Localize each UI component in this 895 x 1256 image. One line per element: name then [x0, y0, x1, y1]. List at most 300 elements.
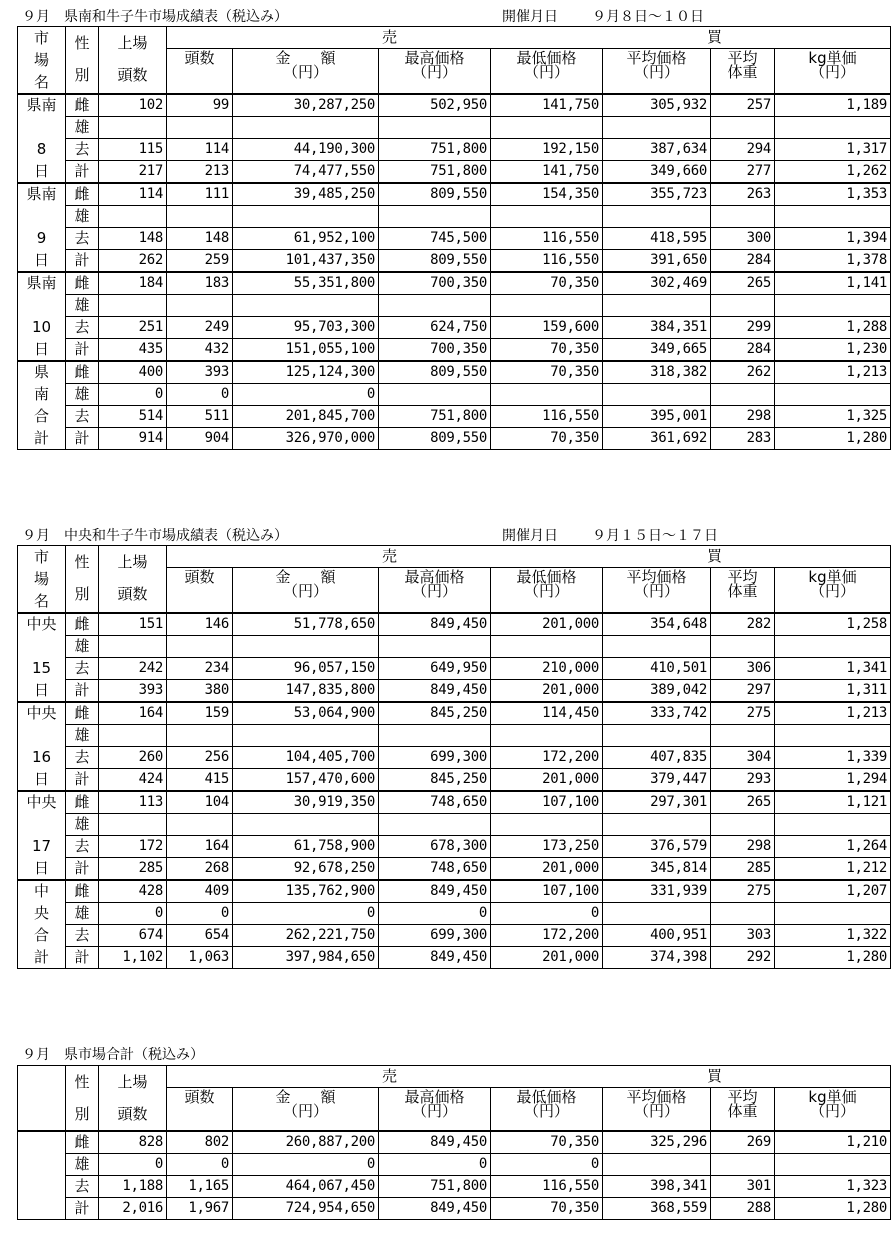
avg-cell: 391,650 — [603, 250, 711, 273]
table-row — [18, 636, 891, 658]
avg-cell: 374,398 — [603, 947, 711, 969]
count-cell: 1,967 — [167, 1198, 233, 1220]
header-line: 金 額 — [275, 1088, 336, 1106]
max-cell — [379, 636, 491, 658]
header-line: 平均 — [727, 49, 758, 67]
market-label — [18, 1176, 66, 1198]
kg-price-header — [775, 568, 891, 614]
amount-cell: 724,954,650 — [233, 1198, 379, 1220]
buy-label: 買 — [707, 1067, 723, 1085]
listed-cell — [99, 636, 167, 658]
sex-cell: 雄 — [66, 295, 99, 317]
sex-cell: 去 — [66, 658, 99, 680]
kg-cell: 1,280 — [775, 947, 891, 969]
table-row — [18, 228, 891, 250]
sell-label: 売 — [382, 28, 398, 46]
count-cell: 213 — [167, 161, 233, 184]
amount-cell: 74,477,550 — [233, 161, 379, 184]
section2-date-label: 開催月日 — [502, 528, 558, 544]
listed-cell: 914 — [99, 428, 167, 450]
min-price-header — [491, 1088, 603, 1132]
min-cell: 114,450 — [491, 702, 603, 725]
section1-date-label: 開催月日 — [502, 9, 558, 25]
listed-header — [99, 1066, 167, 1132]
count-cell: 654 — [167, 925, 233, 947]
kg-cell: 1,207 — [775, 880, 891, 903]
listed-cell: 113 — [99, 791, 167, 814]
header-line: 名 — [33, 73, 49, 91]
market-label — [18, 117, 66, 139]
weight-cell: 285 — [711, 858, 775, 881]
count-cell — [167, 814, 233, 836]
weight-cell: 294 — [711, 139, 775, 161]
weight-cell: 269 — [711, 1131, 775, 1154]
sex-cell: 計 — [66, 947, 99, 969]
sex-cell: 雄 — [66, 725, 99, 747]
sex-cell: 去 — [66, 139, 99, 161]
amount-cell: 55,351,800 — [233, 272, 379, 295]
header-line: 市 — [33, 29, 49, 47]
min-cell: 0 — [491, 903, 603, 925]
market-label: 県 — [18, 361, 66, 384]
max-cell: 624,750 — [379, 317, 491, 339]
max-cell: 699,300 — [379, 925, 491, 947]
market-label: 中央 — [18, 791, 66, 814]
min-cell: 201,000 — [491, 947, 603, 969]
min-cell: 210,000 — [491, 658, 603, 680]
header-line: kg単価 — [808, 1088, 857, 1106]
market-label — [18, 725, 66, 747]
min-cell: 116,550 — [491, 406, 603, 428]
min-cell: 141,750 — [491, 94, 603, 117]
sex-cell: 雌 — [66, 702, 99, 725]
table-row — [18, 680, 891, 703]
weight-cell — [711, 903, 775, 925]
count-cell: 104 — [167, 791, 233, 814]
table-row — [18, 161, 891, 184]
header-line: （円） — [523, 63, 569, 81]
header-line: 場 — [33, 570, 49, 588]
amount-cell — [233, 117, 379, 139]
kg-cell: 1,339 — [775, 747, 891, 769]
header-line: 平均価格 — [626, 49, 687, 67]
kg-cell — [775, 636, 891, 658]
market-label: 15 — [18, 658, 66, 680]
kg-cell: 1,317 — [775, 139, 891, 161]
sex-cell: 去 — [66, 228, 99, 250]
min-cell: 159,600 — [491, 317, 603, 339]
table-row — [18, 769, 891, 792]
listed-cell: 1,102 — [99, 947, 167, 969]
header-line: 別 — [74, 585, 90, 603]
count-cell: 148 — [167, 228, 233, 250]
avg-cell: 384,351 — [603, 317, 711, 339]
market-label: 中 — [18, 880, 66, 903]
max-cell: 649,950 — [379, 658, 491, 680]
min-cell: 70,350 — [491, 1131, 603, 1154]
amount-cell: 101,437,350 — [233, 250, 379, 273]
sex-cell: 雄 — [66, 384, 99, 406]
min-cell — [491, 384, 603, 406]
count-cell: 249 — [167, 317, 233, 339]
listed-cell: 424 — [99, 769, 167, 792]
sex-cell: 計 — [66, 428, 99, 450]
table-row — [18, 1198, 891, 1220]
sell-buy-header — [167, 546, 891, 568]
kg-cell: 1,212 — [775, 858, 891, 881]
table-row — [18, 702, 891, 725]
header-line: 平均価格 — [626, 568, 687, 586]
avg-cell: 354,648 — [603, 613, 711, 636]
table-row — [18, 858, 891, 881]
kg-price-header — [775, 49, 891, 95]
count-cell: 234 — [167, 658, 233, 680]
count-cell: 432 — [167, 339, 233, 362]
market-header — [18, 27, 66, 95]
kg-cell: 1,213 — [775, 361, 891, 384]
market-label: 合 — [18, 406, 66, 428]
amount-cell: 397,984,650 — [233, 947, 379, 969]
header-line: 体重 — [727, 582, 758, 600]
avg-cell: 400,951 — [603, 925, 711, 947]
weight-cell: 306 — [711, 658, 775, 680]
kg-cell: 1,341 — [775, 658, 891, 680]
table-row — [18, 406, 891, 428]
table-row — [18, 361, 891, 384]
section2-date — [502, 525, 718, 545]
weight-cell: 265 — [711, 791, 775, 814]
listed-cell — [99, 206, 167, 228]
amount-cell: 464,067,450 — [233, 1176, 379, 1198]
table-row — [18, 183, 891, 206]
market-label: 合 — [18, 925, 66, 947]
kg-cell: 1,189 — [775, 94, 891, 117]
listed-cell: 151 — [99, 613, 167, 636]
market-label — [18, 636, 66, 658]
section2-title-bar — [18, 525, 888, 547]
amount-cell: 95,703,300 — [233, 317, 379, 339]
weight-cell: 262 — [711, 361, 775, 384]
kg-cell: 1,264 — [775, 836, 891, 858]
count-cell: 146 — [167, 613, 233, 636]
min-cell — [491, 206, 603, 228]
avg-price-header — [603, 1088, 711, 1132]
min-cell — [491, 636, 603, 658]
header-line: （円） — [809, 63, 855, 81]
listed-cell: 428 — [99, 880, 167, 903]
header-line: 金 額 — [275, 49, 336, 67]
header-line: 上場 — [117, 34, 148, 52]
market-label: 10 — [18, 317, 66, 339]
amount-cell: 51,778,650 — [233, 613, 379, 636]
listed-cell: 285 — [99, 858, 167, 881]
amount-cell: 96,057,150 — [233, 658, 379, 680]
listed-header — [99, 546, 167, 614]
count-cell — [167, 206, 233, 228]
market-label: 日 — [18, 339, 66, 362]
market-label: 南 — [18, 384, 66, 406]
count-header: 頭数 — [167, 1088, 233, 1132]
weight-cell — [711, 725, 775, 747]
market-label — [18, 1198, 66, 1220]
header-line: （円） — [523, 582, 569, 600]
kg-cell — [775, 903, 891, 925]
kg-cell: 1,311 — [775, 680, 891, 703]
section1-table — [17, 26, 891, 450]
weight-cell: 298 — [711, 406, 775, 428]
kg-cell: 1,213 — [775, 702, 891, 725]
listed-cell: 262 — [99, 250, 167, 273]
count-cell: 415 — [167, 769, 233, 792]
sex-cell: 計 — [66, 1198, 99, 1220]
weight-cell: 263 — [711, 183, 775, 206]
avg-cell: 407,835 — [603, 747, 711, 769]
header-line: 上場 — [117, 553, 148, 571]
table-row — [18, 272, 891, 295]
market-label — [18, 1131, 66, 1154]
min-cell: 116,550 — [491, 250, 603, 273]
listed-cell: 2,016 — [99, 1198, 167, 1220]
max-cell: 700,350 — [379, 272, 491, 295]
max-cell: 809,550 — [379, 250, 491, 273]
count-cell: 1,063 — [167, 947, 233, 969]
min-cell: 116,550 — [491, 228, 603, 250]
sell-buy-header — [167, 27, 891, 49]
kg-cell: 1,288 — [775, 317, 891, 339]
avg-cell: 355,723 — [603, 183, 711, 206]
avg-cell: 395,001 — [603, 406, 711, 428]
market-header — [18, 1066, 66, 1132]
amount-cell: 151,055,100 — [233, 339, 379, 362]
avg-cell: 410,501 — [603, 658, 711, 680]
market-label: 県南 — [18, 272, 66, 295]
market-label: 8 — [18, 139, 66, 161]
sex-cell: 雌 — [66, 183, 99, 206]
section2-table — [17, 545, 891, 969]
header-line: 頭数 — [117, 1105, 148, 1123]
weight-cell: 265 — [711, 272, 775, 295]
market-label: 中央 — [18, 613, 66, 636]
count-cell: 256 — [167, 747, 233, 769]
avg-cell: 389,042 — [603, 680, 711, 703]
market-label — [18, 295, 66, 317]
sex-cell: 計 — [66, 858, 99, 881]
max-cell — [379, 814, 491, 836]
amount-cell: 92,678,250 — [233, 858, 379, 881]
market-header — [18, 546, 66, 614]
avg-cell — [603, 725, 711, 747]
sex-cell: 去 — [66, 925, 99, 947]
market-label: 17 — [18, 836, 66, 858]
kg-cell: 1,141 — [775, 272, 891, 295]
min-cell: 201,000 — [491, 769, 603, 792]
kg-cell: 1,210 — [775, 1131, 891, 1154]
max-cell: 845,250 — [379, 702, 491, 725]
table-row — [18, 317, 891, 339]
market-label: 中央 — [18, 702, 66, 725]
min-price-header — [491, 568, 603, 614]
avg-cell — [603, 206, 711, 228]
kg-cell — [775, 384, 891, 406]
count-cell: 259 — [167, 250, 233, 273]
header-line: （円） — [633, 582, 679, 600]
header-line: 市 — [33, 548, 49, 566]
min-cell: 192,150 — [491, 139, 603, 161]
weight-cell: 284 — [711, 250, 775, 273]
header-line: 名 — [33, 592, 49, 610]
weight-cell: 298 — [711, 836, 775, 858]
kg-cell: 1,280 — [775, 1198, 891, 1220]
weight-cell: 304 — [711, 747, 775, 769]
count-cell: 111 — [167, 183, 233, 206]
kg-cell: 1,322 — [775, 925, 891, 947]
min-cell — [491, 295, 603, 317]
avg-cell: 349,660 — [603, 161, 711, 184]
min-cell: 107,100 — [491, 791, 603, 814]
listed-cell: 217 — [99, 161, 167, 184]
table-row — [18, 339, 891, 362]
max-cell: 751,800 — [379, 1176, 491, 1198]
listed-cell: 0 — [99, 1154, 167, 1176]
header-line: 性 — [74, 1073, 90, 1091]
listed-cell — [99, 814, 167, 836]
header-line: 別 — [74, 1105, 90, 1123]
kg-price-header — [775, 1088, 891, 1132]
min-cell: 70,350 — [491, 1198, 603, 1220]
sex-cell: 計 — [66, 339, 99, 362]
header-line: 金 額 — [275, 568, 336, 586]
header-line: （円） — [411, 1102, 457, 1120]
sex-cell: 計 — [66, 769, 99, 792]
amount-header — [233, 568, 379, 614]
section3-title: ９月 県市場合計（税込み） — [22, 1047, 204, 1063]
sex-cell: 計 — [66, 250, 99, 273]
listed-cell: 114 — [99, 183, 167, 206]
max-price-header — [379, 1088, 491, 1132]
header-line: （円） — [809, 1102, 855, 1120]
count-cell: 159 — [167, 702, 233, 725]
listed-cell: 1,188 — [99, 1176, 167, 1198]
amount-header — [233, 49, 379, 95]
market-label — [18, 206, 66, 228]
weight-cell: 297 — [711, 680, 775, 703]
market-label: 計 — [18, 947, 66, 969]
count-cell: 0 — [167, 384, 233, 406]
section1-title-bar — [18, 6, 888, 28]
avg-cell: 368,559 — [603, 1198, 711, 1220]
kg-cell — [775, 725, 891, 747]
amount-cell: 157,470,600 — [233, 769, 379, 792]
amount-cell: 135,762,900 — [233, 880, 379, 903]
avg-cell: 379,447 — [603, 769, 711, 792]
min-price-header — [491, 49, 603, 95]
listed-cell: 400 — [99, 361, 167, 384]
amount-cell: 30,919,350 — [233, 791, 379, 814]
min-cell: 172,200 — [491, 925, 603, 947]
min-cell: 201,000 — [491, 858, 603, 881]
section1-title: ９月 県南和牛子牛市場成績表（税込み） — [22, 9, 288, 25]
max-cell: 849,450 — [379, 680, 491, 703]
avg-cell — [603, 295, 711, 317]
weight-cell: 303 — [711, 925, 775, 947]
max-cell: 700,350 — [379, 339, 491, 362]
min-cell: 154,350 — [491, 183, 603, 206]
table-row — [18, 139, 891, 161]
min-cell: 116,550 — [491, 1176, 603, 1198]
max-cell: 748,650 — [379, 858, 491, 881]
market-label: 日 — [18, 769, 66, 792]
count-cell: 0 — [167, 1154, 233, 1176]
sex-cell: 雄 — [66, 903, 99, 925]
weight-cell: 288 — [711, 1198, 775, 1220]
kg-cell: 1,294 — [775, 769, 891, 792]
max-cell — [379, 117, 491, 139]
min-cell: 141,750 — [491, 161, 603, 184]
kg-cell — [775, 1154, 891, 1176]
sex-cell: 雌 — [66, 791, 99, 814]
section3-title-bar — [18, 1044, 888, 1066]
market-label: 日 — [18, 250, 66, 273]
weight-cell — [711, 295, 775, 317]
listed-cell — [99, 295, 167, 317]
avg-cell: 387,634 — [603, 139, 711, 161]
sex-cell: 去 — [66, 747, 99, 769]
max-cell: 678,300 — [379, 836, 491, 858]
sex-cell: 雄 — [66, 636, 99, 658]
weight-cell — [711, 814, 775, 836]
avg-cell: 297,301 — [603, 791, 711, 814]
avg-cell: 345,814 — [603, 858, 711, 881]
amount-cell — [233, 636, 379, 658]
kg-cell — [775, 117, 891, 139]
sex-cell: 雌 — [66, 880, 99, 903]
count-cell: 183 — [167, 272, 233, 295]
table-row — [18, 1154, 891, 1176]
max-cell — [379, 384, 491, 406]
kg-cell — [775, 206, 891, 228]
min-cell: 70,350 — [491, 428, 603, 450]
header-line: （円） — [282, 582, 328, 600]
table-row — [18, 725, 891, 747]
avg-cell: 305,932 — [603, 94, 711, 117]
avg-cell: 331,939 — [603, 880, 711, 903]
avg-cell — [603, 636, 711, 658]
min-cell: 107,100 — [491, 880, 603, 903]
avg-cell — [603, 814, 711, 836]
amount-cell: 44,190,300 — [233, 139, 379, 161]
header-line: kg単価 — [808, 568, 857, 586]
header-line: 最高価格 — [404, 568, 465, 586]
sex-header — [66, 1066, 99, 1132]
amount-cell: 260,887,200 — [233, 1131, 379, 1154]
section3-table — [17, 1065, 891, 1220]
header-line: （円） — [523, 1102, 569, 1120]
listed-cell — [99, 117, 167, 139]
kg-cell: 1,378 — [775, 250, 891, 273]
min-cell: 201,000 — [491, 613, 603, 636]
header-line: 頭数 — [117, 66, 148, 84]
listed-cell: 164 — [99, 702, 167, 725]
avg-price-header — [603, 49, 711, 95]
count-cell — [167, 636, 233, 658]
min-cell — [491, 814, 603, 836]
section1-date — [502, 6, 704, 26]
count-cell: 904 — [167, 428, 233, 450]
count-cell: 99 — [167, 94, 233, 117]
kg-cell: 1,323 — [775, 1176, 891, 1198]
market-label: 16 — [18, 747, 66, 769]
header-line: 平均 — [727, 1088, 758, 1106]
